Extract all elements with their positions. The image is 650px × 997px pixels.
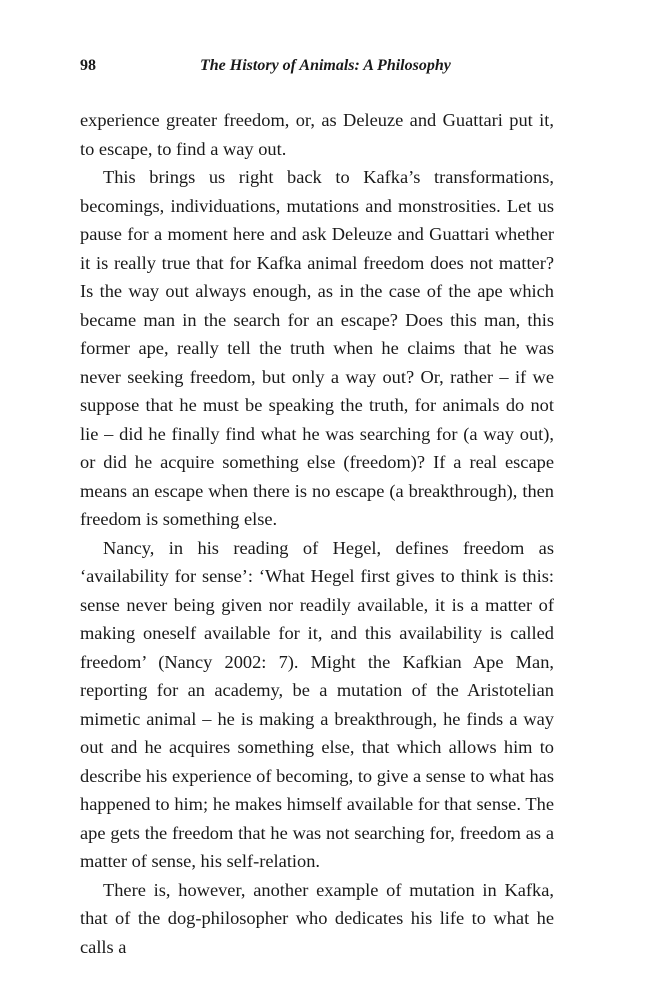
book-title: The History of Animals: A Philosophy [200,57,451,74]
running-header [80,54,555,78]
page-number: 98 [80,57,96,74]
paragraph-kafka-transformations: This brings us right back to Kafka’s transformations, becomings, individuations, mutations and monstrosities. Let us pause for a moment here and ask Deleuze and Guattari whether it is really true that for Kafka animal freedom does not matter? Is the way out always enough, as in the case of the ape which became man in the search for an escape? Does this man, this former ape, really tell the truth when he claims that he was never seeking freedom, but only a way out? Or, rather – if we suppose that he must be speaking the truth, for animals do not lie – did he finally find what he was searching for (a way out), or did he acquire something else (freedom)? If a real escape means an escape when there is no escape (a breakthrough), then freedom is something else. [80,167,554,529]
paragraph-nancy-hegel: Nancy, in his reading of Hegel, defines freedom as ‘availability for sense’: ‘What Hegel first gives to think is this: sense never being given nor readily available, it is a matter of making oneself available for it, and this availability is called freedom’ (Nancy 2002: 7). Might the Kafkian Ape Man, reporting for an academy, be a mutation of the Aristotelian mimetic animal – he is making a breakthrough, he finds a way out and he acquires something else, that which allows him to describe his experience of becoming, to give a sense to what has happened to him; he makes himself available for that sense. The ape gets the freedom that he was not searching for, freedom as a matter of sense, his self-relation. [80,537,554,871]
paragraph-dog-philosopher: There is, however, another example of mutation in Kafka, that of the dog-philosopher who dedicates his life to what he calls a [80,879,554,957]
body-text [80,106,554,961]
paragraph-continued: experience greater freedom, or, as Deleuze and Guattari put it, to escape, to find a way out. [80,110,554,159]
